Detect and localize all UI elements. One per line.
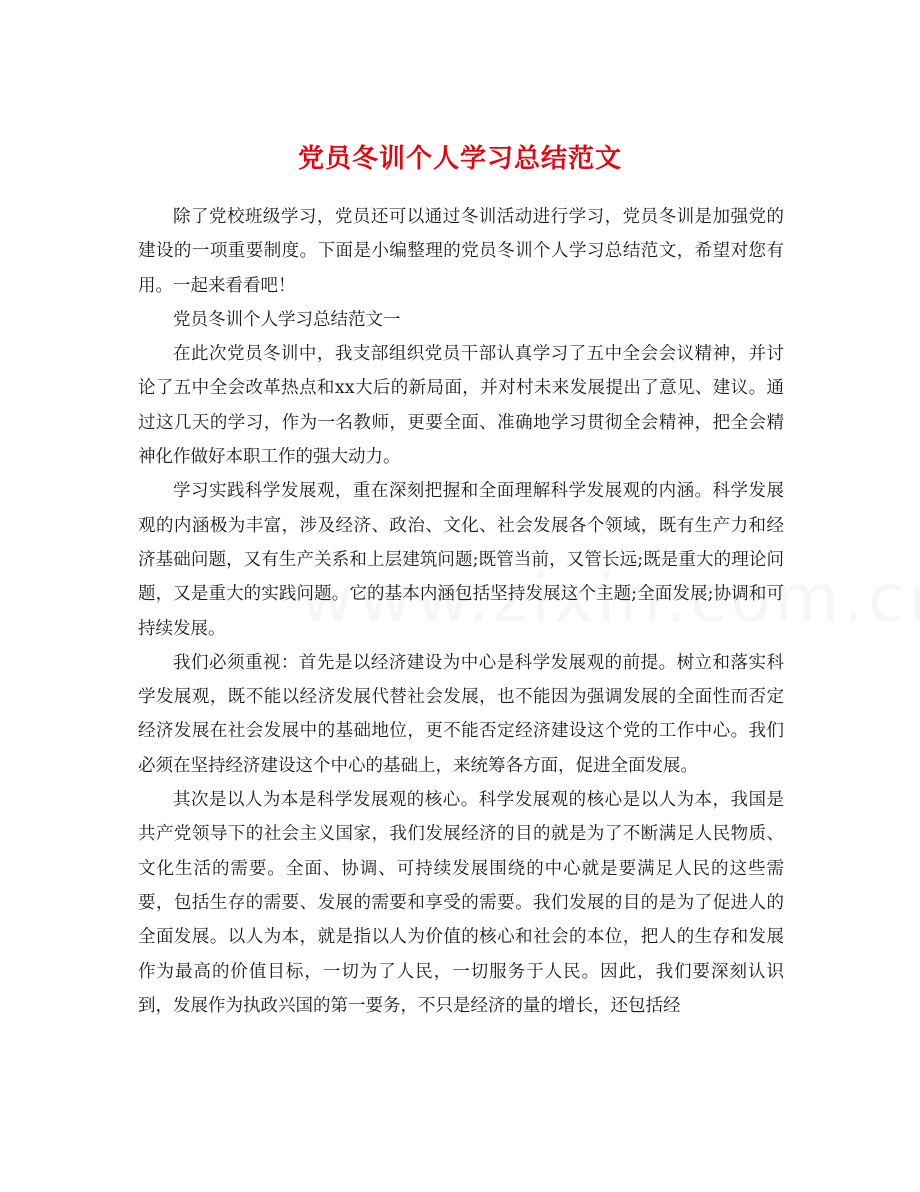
intro-paragraph: 除了党校班级学习，党员还可以通过冬训活动进行学习，党员冬训是加强党的建设的一项重要制度。下面是小编整理的党员冬训个人学习总结范文，希望对您有用。一起来看看吧！ [138, 207, 784, 296]
section-heading: 党员冬训个人学习总结范文一 [173, 309, 401, 330]
document-body [138, 200, 784, 1023]
body-paragraph: 其次是以人为本是科学发展观的核心。科学发展观的核心是以人为本，我国是共产党领导下的社会主义国家，我们发展经济的目的就是为了不断满足人民物质、文化生活的需要。全面、协调、可持续发展围绕的中心就是要满足人民的这些需要，包括生存的需要、发展的需要和享受的需要。我们发展的目的是为了促进人的全面发展。以人为本，就是指以人为价值的核心和社会的本位，把人的生存和发展作为最高的价值目标，一切为了人民，一切服务于人民。因此，我们要深刻认识到，发展作为执政兴国的第一要务，不只是经济的量的增长，还包括经 [138, 790, 784, 1016]
page-title: 党员冬训个人学习总结范文 [297, 144, 622, 175]
body-paragraph: 我们必须重视：首先是以经济建设为中心是科学发展观的前提。树立和落实科学发展观，既不能以经济发展代替社会发展，也不能因为强调发展的全面性而否定经济发展在社会发展中的基础地位，更不能否定经济建设这个党的工作中心。我们必须在坚持经济建设这个中心的基础上，来统筹各方面，促进全面发展。 [138, 652, 784, 776]
body-paragraph: 在此次党员冬训中，我支部组织党员干部认真学习了五中全会会议精神，并讨论了五中全会改革热点和xx大后的新局面，并对村未来发展提出了意见、建议。通过这几天的学习，作为一名教师，更要全面、准确地学习贯彻全会精神，把全会精神化作做好本职工作的强大动力。 [138, 344, 784, 468]
body-paragraph: 学习实践科学发展观，重在深刻把握和全面理解科学发展观的内涵。科学发展观的内涵极为丰富，涉及经济、政治、文化、社会发展各个领域，既有生产力和经济基础问题，又有生产关系和上层建筑问题;既管当前，又管长远;既是重大的理论问题，又是重大的实践问题。它的基本内涵包括坚持发展这个主题;全面发展;协调和可持续发展。 [138, 481, 784, 639]
